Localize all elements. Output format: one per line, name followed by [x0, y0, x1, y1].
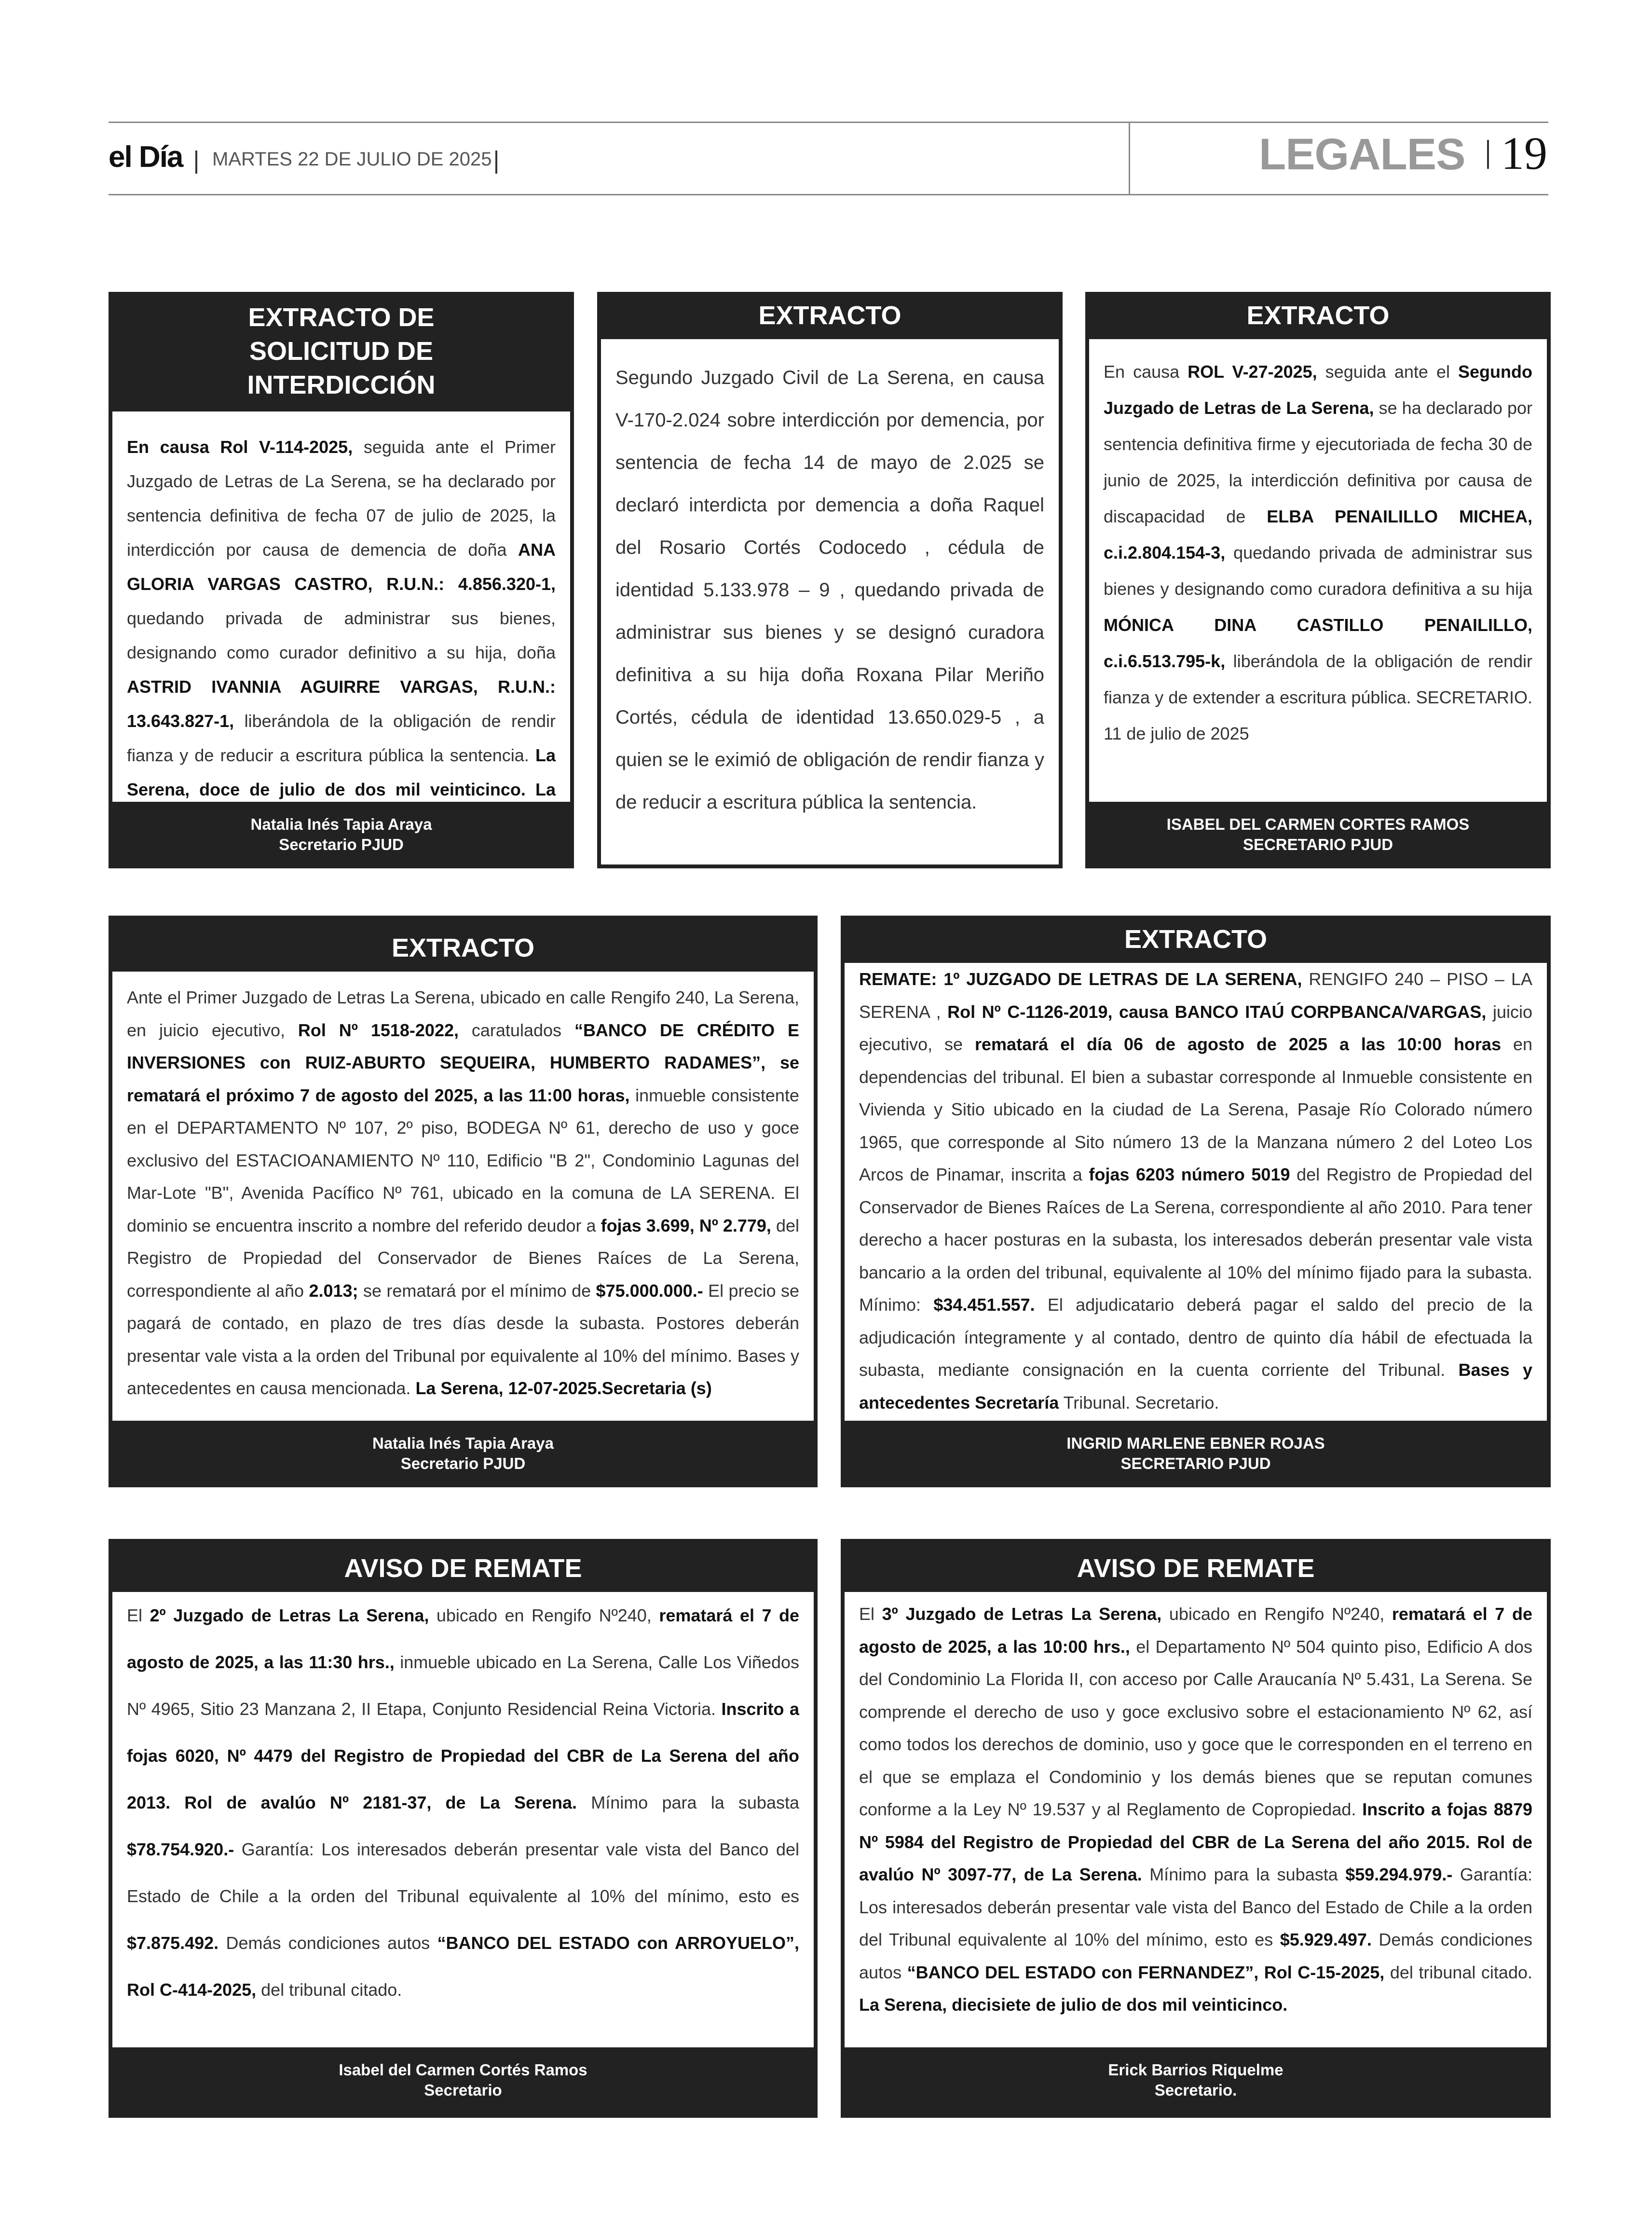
notice-text-segment: “BANCO DE CRÉDITO E INVERSIONES con RUIZ-ABURTO SEQUEIRA, HUMBERTO RADAMES”, se rematará el próximo 7 de agosto del 2025, a las 11:00 horas, — [127, 1020, 800, 1105]
notice-body — [112, 981, 814, 1405]
notice-text-segment: El — [127, 1605, 150, 1625]
header-separator — [1487, 140, 1489, 169]
notice-text-segment: $59.294.979.- — [1345, 1865, 1453, 1884]
signer-title: Secretario. — [1154, 2081, 1237, 2099]
header-divider — [1129, 122, 1130, 195]
notice-text-segment: Segundo Juzgado de Letras de La Serena, — [1104, 362, 1532, 418]
notice-remate-extracto-1 — [109, 916, 818, 1487]
notice-signature — [112, 802, 570, 864]
notice-text-segment: Garantía: Los interesados deberán presentar vale vista del Banco del Estado de Chile a la orden del Tribunal equivalente al 10% del mínimo, esto es — [127, 1839, 799, 1906]
notice-text-segment: El — [859, 1604, 882, 1624]
notice-text-segment: 3º Juzgado de Letras La Serena, — [882, 1604, 1162, 1624]
notice-remate-extracto-2 — [841, 916, 1551, 1487]
notice-text-segment: inmueble ubicado en La Serena, Calle Los Viñedos Nº 4965, Sitio 23 Manzana 2, II Etapa, Conjunto Residencial Reina Victoria. — [127, 1652, 799, 1719]
notice-body — [601, 357, 1059, 823]
notice-text-segment: “BANCO DEL ESTADO con ARROYUELO”, Rol C-414-2025, — [127, 1933, 800, 2000]
notice-text-segment: ROL V-27-2025, — [1188, 362, 1317, 382]
notice-aviso-remate-2 — [841, 1539, 1551, 2118]
notice-body — [845, 1598, 1547, 2021]
signer-title: SECRETARIO PJUD — [1242, 836, 1393, 853]
masthead-logo: el Día — [109, 140, 183, 174]
notice-text-segment: fojas 3.699, Nº 2.779, — [601, 1215, 771, 1235]
notice-text-segment: quedando privada de administrar sus bienes, designando como curador definitivo a su hija, doña — [127, 608, 556, 662]
notice-text-segment: ubicado en Rengifo Nº240, — [1161, 1604, 1392, 1624]
notice-signature — [845, 1421, 1547, 1483]
notice-text-segment: liberándola de la obligación de rendir fianza y de reducir a escritura pública la sentencia. — [127, 711, 556, 765]
notice-text-segment: rematará el 7 de agosto de 2025, a las 11:30 hrs., — [127, 1605, 799, 1672]
notice-text-segment: Garantía: Los interesados deberán presentar vale vista del Banco del Estado de Chile a la orden del Tribunal equivalente al 10% del mínimo, esto es — [859, 1865, 1532, 1949]
notice-text-segment: La Serena, diecisiete de julio de dos mil veinticinco. — [859, 1995, 1288, 2015]
notice-text-segment: ANA GLORIA VARGAS CASTRO, R.U.N.: 4.856.320-1, — [127, 540, 556, 594]
notice-text-segment: inmueble consistente en el DEPARTAMENTO Nº 107, 2º piso, BODEGA Nº 61, derecho de uso y goce exclusivo del ESTACIOANAMIENTO Nº 110, Edificio "B 2", Condominio Lagunas del Mar-Lote "B", Avenida Pacífico Nº 761, ubicado en la comuna de LA SERENA. El dominio se encuentra inscrito a nombre del referido deudor a — [127, 1085, 799, 1235]
notice-text-segment: $75.000.000.- — [596, 1280, 703, 1301]
signer-title: SECRETARIO PJUD — [1120, 1454, 1271, 1472]
notice-title: AVISO DE REMATE — [845, 1543, 1547, 1592]
notice-text-segment: Rol Nº 1518-2022, — [298, 1020, 459, 1040]
notice-aviso-remate-1 — [109, 1539, 818, 2118]
notice-text-segment: Mínimo para la subasta — [1142, 1865, 1346, 1884]
header-separator — [195, 151, 197, 174]
signer-title: Secretario — [424, 2081, 502, 2099]
header-top-rule — [109, 122, 1548, 123]
signer-name: Isabel del Carmen Cortés Ramos — [339, 2061, 587, 2079]
notice-text-segment: La Serena, doce de julio de dos mil veinticinco. La — [127, 745, 556, 799]
issue-date: MARTES 22 DE JULIO DE 2025 — [212, 149, 492, 170]
header-separator — [495, 151, 497, 174]
notice-text-segment: “BANCO DEL ESTADO con FERNANDEZ”, Rol C-15-2025, — [907, 1962, 1385, 1982]
notice-text-segment: fojas 6203 número 5019 — [1089, 1165, 1290, 1184]
notice-text-segment: liberándola de la obligación de rendir fianza y de extender a escritura pública. SECRETARIO. 11 de julio de 2025 — [1104, 651, 1532, 743]
notice-title: EXTRACTO — [601, 296, 1059, 339]
notice-text-segment: Inscrito a fojas 8879 Nº 5984 del Registro de Propiedad del CBR de La Serena del año 2015. Rol de avalúo Nº 3097-77, de La Serena. — [859, 1799, 1532, 1884]
signer-name: ISABEL DEL CARMEN CORTES RAMOS — [1166, 815, 1470, 833]
notice-text-segment: Tribunal. Secretario. — [1059, 1392, 1219, 1413]
notice-signature — [845, 2047, 1547, 2114]
notice-text-segment: Mínimo para la subasta — [577, 1793, 799, 1812]
notice-text-segment: Bases y antecedentes Secretaría — [859, 1360, 1532, 1413]
notice-text-segment: $7.875.492. — [127, 1933, 219, 1953]
section-title: LEGALES — [1259, 130, 1465, 179]
notice-interdiccion-3 — [1085, 292, 1551, 868]
notice-text-segment: En causa Rol V-114-2025, — [127, 437, 353, 457]
notice-text-segment: 2.013; — [309, 1280, 358, 1301]
notice-text-segment: del Registro de Propiedad del Conservador de Bienes Raíces de La Serena, correspondiente al año — [127, 1215, 799, 1301]
notice-text-segment: RENGIFO 240 – PISO – LA SERENA , — [859, 969, 1533, 1022]
notice-text-segment: del tribunal citado. — [1384, 1962, 1532, 1982]
notice-text-segment: Demás condiciones autos — [218, 1933, 437, 1953]
notice-text-segment: del Registro de Propiedad del Conservador de Bienes Raíces de La Serena, correspondiente al año 2010. Para tener derecho a hacer posturas en la subasta, los interesados deberán presentar vale vista bancario a la orden del tribunal, equivalente al 10% del mínimo fijado para la subasta. Mínimo: — [859, 1165, 1532, 1315]
notice-text-segment: La Serena, 12-07-2025.Secretaria (s) — [415, 1378, 712, 1398]
notice-text-segment: seguida ante el — [1317, 362, 1459, 382]
signer-title: Secretario PJUD — [279, 836, 404, 853]
notice-text-segment: se ha declarado por sentencia definitiva firme y ejecutoriada de fecha 30 de junio de 2025, la interdicción definitiva por causa de discapacidad de — [1104, 398, 1532, 526]
notice-text-segment: El adjudicatario deberá pagar el saldo del precio de la adjudicación íntegramente y al contado, dentro de quinto día hábil de efectuada la subasta, mediante consignación en la cuenta corriente del Tribunal. — [859, 1295, 1532, 1380]
notice-text-segment: Segundo Juzgado Civil de La Serena, en causa V-170-2.024 sobre interdicción por demencia, por sentencia de fecha 14 de mayo de 2.025 se declaró interdicta por demencia a doña Raquel del Rosario Cortés Codocedo , cédula de identidad 5.133.978 – 9 , quedando privada de administrar sus bienes y se designó curadora definitiva a su hija doña Roxana Pilar Meriño Cortés, cédula de identidad 13.650.029-5 , a quien se le eximió de obligación de rendir fianza y de reducir a escritura pública la sentencia. — [615, 367, 1044, 813]
notice-signature — [112, 2047, 814, 2114]
notice-title: EXTRACTO — [112, 919, 814, 972]
notice-text-segment: juicio ejecutivo, se — [859, 1001, 1532, 1054]
notice-text-segment: Inscrito a fojas 6020, Nº 4479 del Registro de Propiedad del CBR de La Serena del año 2013. Rol de avalúo Nº 2181-37, de La Serena. — [127, 1699, 799, 1812]
signer-name: Erick Barrios Riquelme — [1108, 2061, 1283, 2079]
notice-text-segment: se rematará por el mínimo de — [358, 1280, 596, 1301]
notice-text-segment: $34.451.557. — [933, 1295, 1035, 1315]
notice-text-segment: MÓNICA DINA CASTILLO PENAILILLO, c.i.6.513.795-k, — [1104, 615, 1532, 671]
notice-interdiccion-2 — [597, 292, 1063, 868]
notice-text-segment: 2º Juzgado de Letras La Serena, — [150, 1605, 429, 1625]
notice-signature — [1089, 802, 1547, 864]
notice-body — [845, 963, 1547, 1419]
notice-interdiccion-1 — [109, 292, 574, 868]
signer-name: Natalia Inés Tapia Araya — [372, 1434, 554, 1452]
notice-body — [1089, 354, 1547, 752]
notice-text-segment: ubicado en Rengifo Nº240, — [429, 1605, 659, 1625]
notice-text-segment: del tribunal citado. — [256, 1980, 402, 2000]
notice-text-segment: rematará el 7 de agosto de 2025, a las 10:00 hrs., — [859, 1604, 1532, 1657]
notice-text-segment: quedando privada de administrar sus bienes y designando como curadora definitiva a su hija — [1104, 543, 1532, 599]
notice-text-segment: ASTRID IVANNIA AGUIRRE VARGAS, R.U.N.: 13.643.827-1, — [127, 677, 556, 731]
notice-text-segment: Ante el Primer Juzgado de Letras La Serena, ubicado en calle Rengifo 240, La Serena, en juicio ejecutivo, — [127, 988, 799, 1040]
notice-text-segment: Rol Nº C-1126-2019, causa BANCO ITAÚ CORPBANCA/VARGAS, — [947, 1001, 1487, 1022]
notice-text-segment: ELBA PENAILILLO MICHEA, c.i.2.804.154-3, — [1104, 507, 1532, 562]
notice-text-segment: $5.929.497. — [1280, 1930, 1372, 1949]
notice-title: EXTRACTO — [1089, 296, 1547, 339]
notice-body — [112, 430, 570, 841]
header-bottom-rule — [109, 194, 1548, 195]
signer-name: INGRID MARLENE EBNER ROJAS — [1066, 1434, 1325, 1452]
notice-title: EXTRACTO — [845, 919, 1547, 963]
notice-text-segment: En causa — [1104, 362, 1188, 382]
notice-body — [112, 1592, 814, 2013]
notice-text-segment: seguida ante el Primer Juzgado de Letras de La Serena, se ha declarado por sentencia definitiva de fecha 07 de julio de 2025, la interdicción por causa de demencia de doña — [127, 437, 556, 560]
notice-text-segment: El precio se pagará de contado, en plazo de tres días desde la subasta. Postores deberán presentar vale vista a la orden del Tribunal por equivalente al 10% del mínimo. Bases y antecedentes en causa mencionada. — [127, 1280, 800, 1398]
page-number: 19 — [1501, 127, 1547, 179]
notice-title: EXTRACTO DE SOLICITUD DE INTERDICCIÓN — [112, 296, 570, 411]
notice-text-segment: REMATE: 1º JUZGADO DE LETRAS DE LA SERENA, — [859, 969, 1302, 989]
notice-text-segment: el Departamento Nº 504 quinto piso, Edificio A dos del Condominio La Florida II, con acceso por Calle Araucanía Nº 5.431, La Serena. Se comprende el derecho de uso y goce exclusivo sobre el estacionamiento Nº 62, así como todos los derechos de dominio, uso y goce que le corresponden en el terreno en el que se emplaza el Condominio y los demás bienes que se reputan comunes conforme a la Ley Nº 19.537 y al Reglamento de Copropiedad. — [859, 1636, 1533, 1819]
signer-title: Secretario PJUD — [400, 1454, 526, 1472]
notice-text-segment: caratulados — [459, 1020, 574, 1040]
notice-text-segment: en dependencias del tribunal. El bien a subastar corresponde al Inmueble consistente en Vivienda y Sitio ubicado en la ciudad de La Serena, Pasaje Río Colorado número 1965, que corresponde al Sito número 13 de la Manzana número 2 del Loteo Los Arcos de Pinamar, inscrita a — [859, 1034, 1532, 1184]
notice-title: AVISO DE REMATE — [112, 1543, 814, 1592]
notice-text-segment: $78.754.920.- — [127, 1839, 234, 1859]
notice-signature — [112, 1421, 814, 1483]
signer-name: Natalia Inés Tapia Araya — [250, 815, 432, 833]
notice-text-segment: rematará el día 06 de agosto de 2025 a las 10:00 horas — [975, 1034, 1501, 1054]
notice-text-segment: Demás condiciones autos — [859, 1930, 1532, 1982]
